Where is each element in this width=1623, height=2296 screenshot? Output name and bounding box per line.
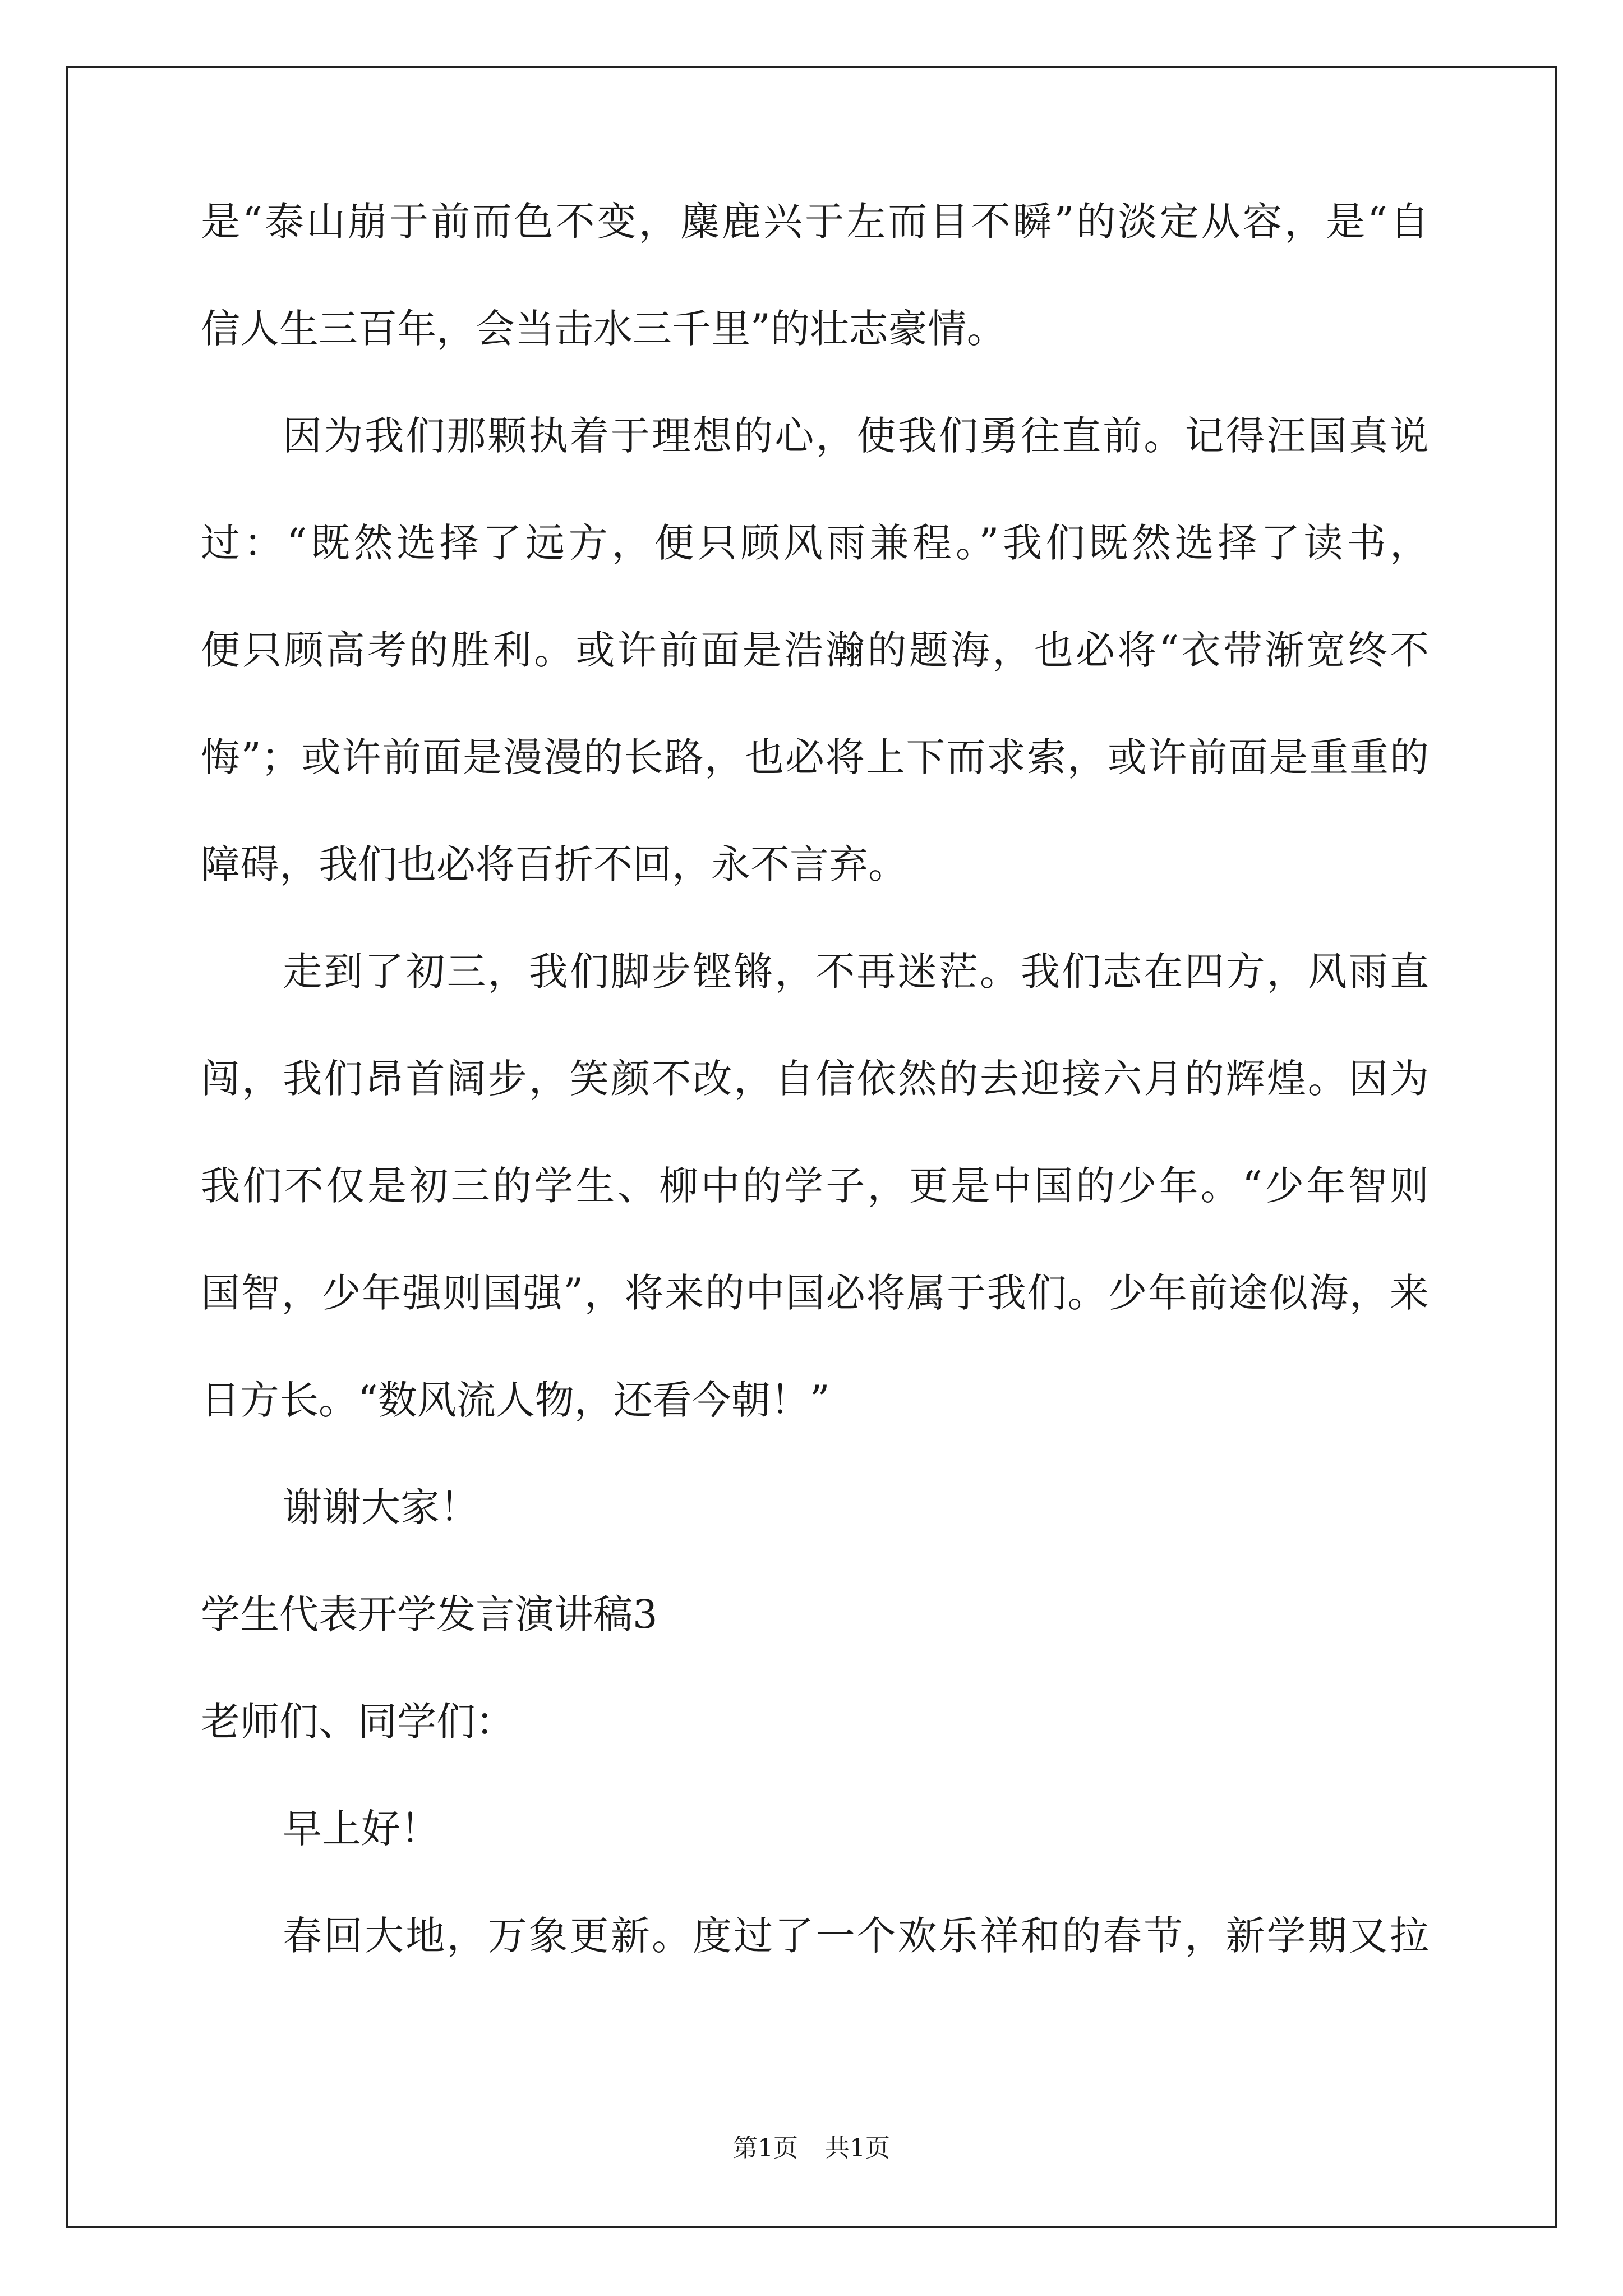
- text-line: 谢谢大家！: [283, 1484, 479, 1530]
- text-line: 老师们、同学们：: [201, 1699, 515, 1745]
- page-footer: [0, 2136, 1623, 2161]
- document-body: [201, 199, 1429, 2023]
- text-line: 是“泰山崩于前而色不变，麋鹿兴于左而目不瞬”的淡定从容，是“自: [201, 199, 1429, 245]
- text-line: 闯，我们昂首阔步，笑颜不改，自信依然的去迎接六月的辉煌。因为: [201, 1056, 1429, 1102]
- text-line: 国智，少年强则国强”，将来的中国必将属于我们。少年前途似海，来: [201, 1270, 1429, 1316]
- text-line: 春回大地，万象更新。度过了一个欢乐祥和的春节，新学期又拉: [283, 1913, 1429, 1959]
- page-number-total: 共1页: [825, 2134, 890, 2162]
- text-line: 过：“既然选择了远方，便只顾风雨兼程。”我们既然选择了读书，: [201, 520, 1429, 566]
- text-line: 悔”；或许前面是漫漫的长路，也必将上下而求索，或许前面是重重的: [201, 734, 1429, 780]
- page-number-current: 第1页: [733, 2134, 798, 2162]
- text-line: 障碍，我们也必将百折不回，永不言弃。: [201, 841, 907, 887]
- text-line: 走到了初三，我们脚步铿锵，不再迷茫。我们志在四方，风雨直: [283, 949, 1429, 995]
- text-line: 学生代表开学发言演讲稿3: [201, 1591, 658, 1637]
- text-line: 信人生三百年，会当击水三千里”的壮志豪情。: [201, 306, 1006, 352]
- text-line: 因为我们那颗执着于理想的心，使我们勇往直前。记得汪国真说: [283, 413, 1429, 459]
- text-line: 早上好！: [283, 1806, 440, 1852]
- text-line: 便只顾高考的胜利。或许前面是浩瀚的题海，也必将“衣带渐宽终不: [201, 627, 1429, 673]
- text-line: 日方长。“数风流人物，还看今朝！”: [201, 1377, 830, 1423]
- text-line: 我们不仅是初三的学生、柳中的学子，更是中国的少年。“少年智则: [201, 1163, 1429, 1209]
